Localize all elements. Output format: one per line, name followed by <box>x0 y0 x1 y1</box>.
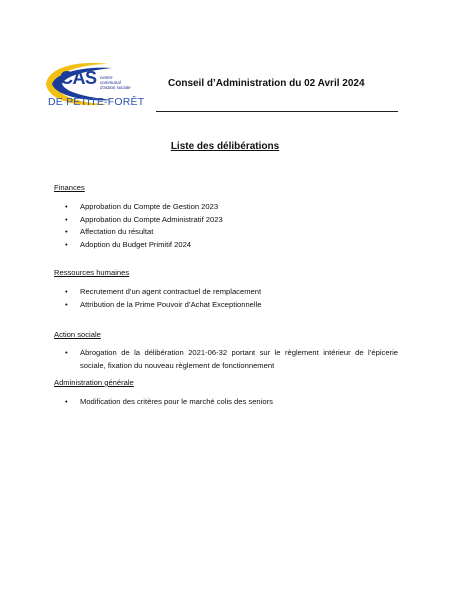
bullet-icon: • <box>65 239 68 249</box>
section-list-action-sociale <box>54 347 398 372</box>
section-heading-finances: Finances <box>54 183 85 192</box>
document-title: Liste des délibérations <box>170 141 280 152</box>
bullet-icon: • <box>65 348 68 357</box>
list-item: • Affectation du résultat <box>54 226 398 239</box>
bullet-icon: • <box>65 227 68 237</box>
section-heading-action-sociale: Action sociale <box>54 330 101 339</box>
list-item: • Approbation du Compte Administratif 2023 <box>54 214 398 227</box>
section-heading-administration-generale: Administration générale <box>54 378 134 387</box>
logo-subtitle: DE PETITE-FORÊT <box>48 96 145 108</box>
list-item: • Approbation du Compte de Gestion 2023 <box>54 201 398 214</box>
bullet-icon: • <box>65 397 68 406</box>
list-item: • Abrogation de la délibération 2021-06-32 portant sur le règlement intérieur de l’épicerie sociale, fixation du nouveau règlement de fonctionnement <box>65 348 398 370</box>
bullet-icon: • <box>65 299 68 309</box>
section-list-finances <box>54 201 398 251</box>
logo-line-1: centre <box>100 75 113 80</box>
logo-acronym: CAS <box>60 68 97 88</box>
list-item: • Attribution de la Prime Pouvoir d’Achat Exceptionnelle <box>54 299 398 312</box>
meeting-title: Conseil d’Administration du 02 Avril 2024 <box>168 78 365 89</box>
section-list-administration-generale <box>54 396 398 409</box>
section-heading-ressources-humaines: Ressources humaines <box>54 268 130 277</box>
bullet-icon: • <box>65 214 68 224</box>
list-item: • Adoption du Budget Primitif 2024 <box>54 239 398 252</box>
logo-line-2: communal <box>100 80 121 85</box>
header-divider <box>156 111 398 112</box>
bullet-icon: • <box>65 287 68 296</box>
list-item: • Modification des critères pour le marché colis des seniors <box>54 396 398 409</box>
section-list-ressources-humaines <box>54 286 398 311</box>
list-item: • Recrutement d’un agent contractuel de remplacement <box>54 286 398 299</box>
bullet-icon: • <box>65 202 68 211</box>
logo-line-3: d'action sociale <box>100 85 131 90</box>
